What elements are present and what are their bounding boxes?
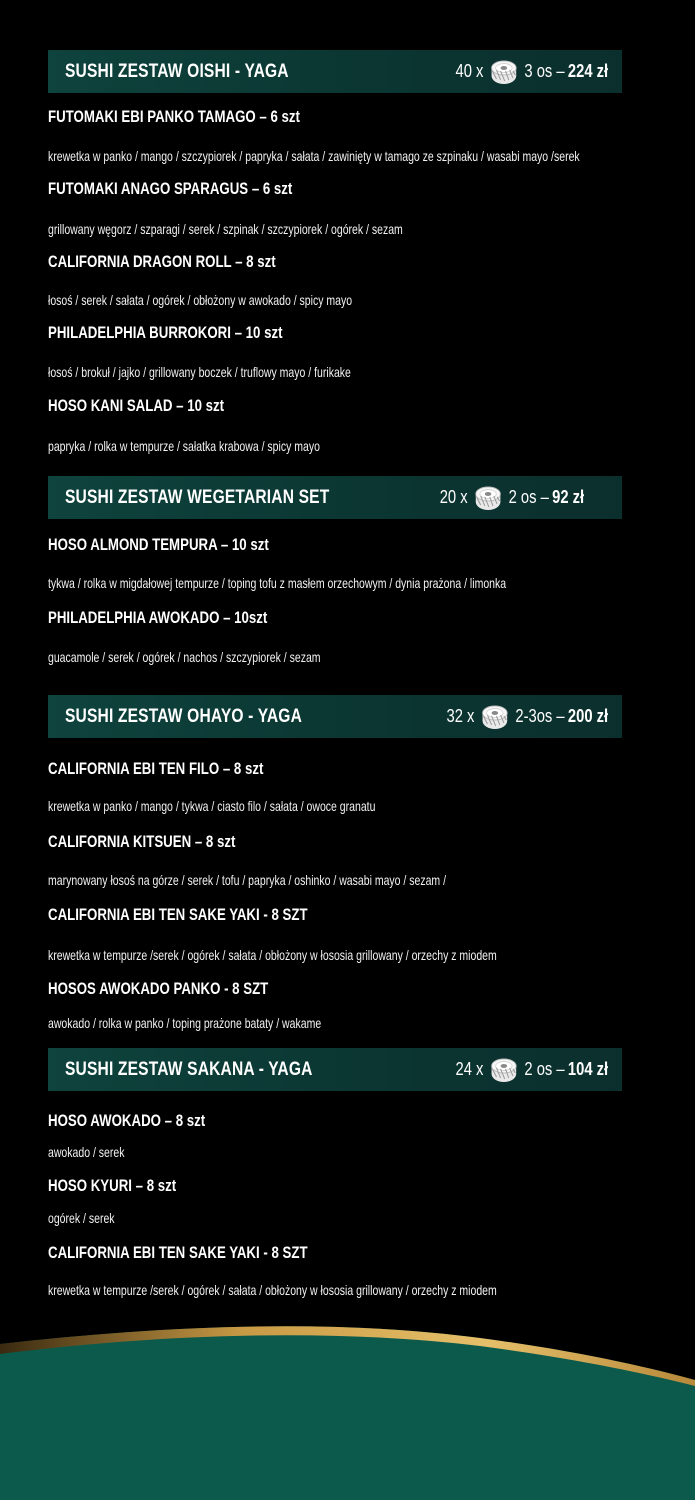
item-name: CALIFORNIA EBI TEN SAKE YAKI - 8 SZT bbox=[48, 905, 308, 924]
item-name: HOSO ALMOND TEMPURA – 10 szt bbox=[48, 535, 269, 554]
price-amount: 224 zł bbox=[567, 61, 608, 81]
sushi-roll-icon bbox=[481, 704, 509, 730]
item-description: guacamole / serek / ogórek / nachos / szczypiorek / sezam bbox=[48, 649, 321, 665]
item-name: HOSO AWOKADO – 8 szt bbox=[48, 1111, 206, 1130]
persons-count: 2 os – bbox=[508, 487, 549, 507]
item-name: CALIFORNIA EBI TEN FILO – 8 szt bbox=[48, 759, 264, 778]
item-description: krewetka w tempurze /serek / ogórek / sałata / obłożony w łososia grillowany / orzechy z miodem bbox=[48, 1282, 497, 1298]
item-description: tykwa / rolka w migdałowej tempurze / toping tofu z masłem orzechowym / dynia prażona / limonka bbox=[48, 575, 507, 591]
item-name: FUTOMAKI ANAGO SPARAGUS – 6 szt bbox=[48, 179, 293, 198]
item-name: CALIFORNIA DRAGON ROLL – 8 szt bbox=[48, 252, 276, 271]
item-name: PHILADELPHIA AWOKADO – 10szt bbox=[48, 608, 268, 627]
piece-count: 40 x bbox=[455, 61, 484, 81]
item-name: CALIFORNIA EBI TEN SAKE YAKI - 8 SZT bbox=[48, 1243, 308, 1262]
set-header-oishi bbox=[48, 50, 622, 93]
item-description: krewetka w tempurze /serek / ogórek / sałata / obłożony w łososia grillowany / orzechy z miodem bbox=[48, 947, 497, 963]
item-description: grillowany węgorz / szparagi / serek / szpinak / szczypiorek / ogórek / sezam bbox=[48, 221, 403, 237]
item-name: FUTOMAKI EBI PANKO TAMAGO – 6 szt bbox=[48, 107, 300, 126]
item-description: papryka / rolka w tempurze / sałatka krabowa / spicy mayo bbox=[48, 438, 320, 454]
item-name: CALIFORNIA KITSUEN – 8 szt bbox=[48, 832, 236, 851]
item-name: HOSOS AWOKADO PANKO - 8 SZT bbox=[48, 979, 269, 998]
item-description: krewetka w panko / mango / tykwa / ciasto filo / sałata / owoce granatu bbox=[48, 798, 376, 814]
set-price bbox=[446, 704, 608, 730]
sushi-roll-icon bbox=[490, 1057, 518, 1083]
sushi-roll-icon bbox=[490, 59, 518, 85]
set-header-sakana bbox=[48, 1048, 622, 1091]
footer-wave-decoration bbox=[0, 1320, 695, 1500]
piece-count: 24 x bbox=[455, 1059, 484, 1079]
item-description: łosoś / brokuł / jajko / grillowany boczek / truflowy mayo / furikake bbox=[48, 364, 351, 380]
item-name: HOSO KANI SALAD – 10 szt bbox=[48, 396, 225, 415]
set-title: SUSHI ZESTAW OHAYO - YAGA bbox=[65, 705, 302, 727]
set-title: SUSHI ZESTAW SAKANA - YAGA bbox=[65, 1058, 313, 1080]
set-header-wegetarian bbox=[48, 476, 622, 519]
persons-count: 2-3os – bbox=[515, 706, 565, 726]
item-description: krewetka w panko / mango / szczypiorek / papryka / sałata / zawinięty w tamago ze szpinaku / wasabi mayo /serek bbox=[48, 148, 580, 164]
persons-count: 3 os – bbox=[524, 61, 565, 81]
price-amount: 92 zł bbox=[551, 487, 584, 507]
item-description: ogórek / serek bbox=[48, 1210, 115, 1226]
persons-count: 2 os – bbox=[524, 1059, 565, 1079]
set-price bbox=[455, 59, 608, 85]
set-header-ohayo bbox=[48, 695, 622, 738]
price-amount: 104 zł bbox=[567, 1059, 608, 1079]
item-name: HOSO KYURI – 8 szt bbox=[48, 1176, 177, 1195]
sushi-roll-icon bbox=[474, 485, 502, 511]
set-title: SUSHI ZESTAW WEGETARIAN SET bbox=[65, 486, 330, 508]
price-amount: 200 zł bbox=[567, 706, 608, 726]
piece-count: 32 x bbox=[446, 706, 475, 726]
item-name: PHILADELPHIA BURROKORI – 10 szt bbox=[48, 323, 283, 342]
item-description: awokado / serek bbox=[48, 1144, 125, 1160]
set-price bbox=[455, 1057, 608, 1083]
item-description: awokado / rolka w panko / toping prażone bataty / wakame bbox=[48, 1015, 322, 1031]
set-price bbox=[440, 485, 584, 511]
piece-count: 20 x bbox=[439, 487, 468, 507]
set-title: SUSHI ZESTAW OISHI - YAGA bbox=[65, 60, 289, 82]
item-description: łosoś / serek / sałata / ogórek / obłożony w awokado / spicy mayo bbox=[48, 292, 353, 308]
item-description: marynowany łosoś na górze / serek / tofu / papryka / oshinko / wasabi mayo / sezam / bbox=[48, 872, 447, 888]
